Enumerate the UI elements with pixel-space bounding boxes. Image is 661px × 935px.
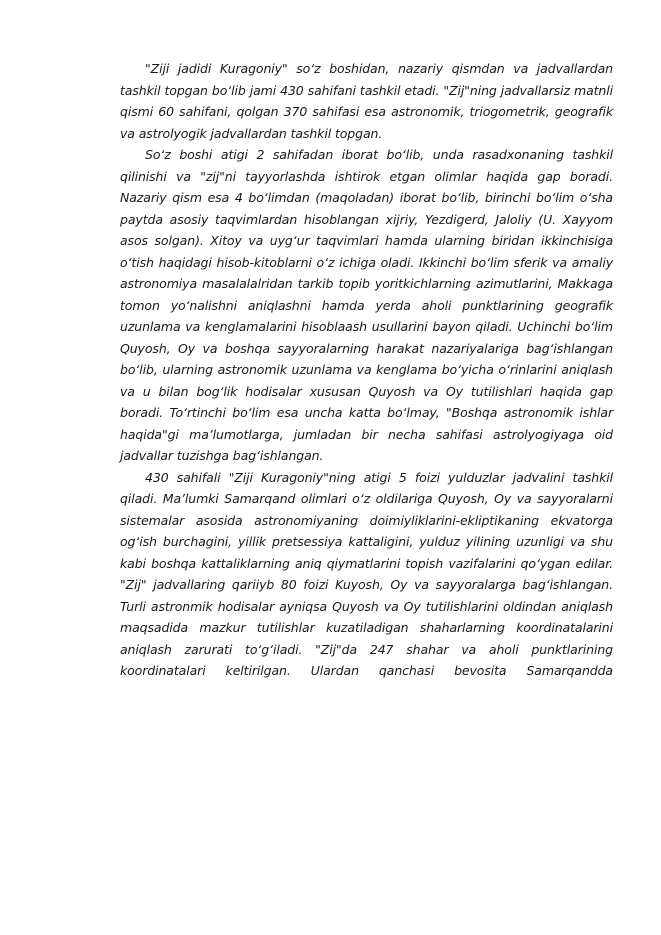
document-body (120, 58, 613, 682)
paragraph-1: "Ziji jadidi Kuragoniy" so‘z boshidan, nazariy qismdan va jadvallardan tashkil topgan bo‘lib jami 430 sahifani tashkil etadi. "Zij"ning jadvallarsiz matnli qismi 60 sahifani, qolgan 370 sahifasi esa astronomik, triogometrik, geografik va astrolyogik jadvallardan tashkil topgan. (120, 61, 613, 141)
paragraph-3: 430 sahifali "Ziji Kuragoniy"ning atigi 5 foizi yulduzlar jadvalini tashkil qiladi. Ma’lumki Samarqand olimlari o‘z oldilariga Quyosh, Oy va sayyoralarni sistemalar asosida astronomiyaning doimiyliklarini-ekliptikaning ekvatorga og‘ish burchagini, yillik pretsessiya kattaligini, yulduz yilining uzunligi va shu kabi boshqa kattaliklarning aniq qiymatlarini topish vazifalarini qo‘ygan edilar. "Zij" jadvallaring qariiyb 80 foizi Kuyosh, Oy va sayyoralarga bag‘ishlangan. Turli astronmik hodisalar ayniqsa Quyosh va Oy tutilishlarini oldindan aniqlash maqsadida mazkur tutilishlar kuzatiladigan shaharlarning koordinatalarini aniqlash zarurati to‘g‘iladi. "Zij"da 247 shahar va aholi punktlarining koordinatalari keltirilgan. Ulardan qanchasi bevosita Samarqandda (120, 469, 613, 678)
paragraph-2: So‘z boshi atigi 2 sahifadan iborat bo‘lib, unda rasadxonaning tashkil qilinishi va "zij"ni tayyorlashda ishtirok etgan olimlar haqida gap boradi. Nazariy qism esa 4 bo‘limdan (maqoladan) iborat bo‘lib, birinchi bo‘lim o‘sha paytda asosiy taqvimlardan hisoblangan xijriy, Yezdigerd, Jaloliy (U. Xayyom asos solgan). Xitoy va uyg‘ur taqvimlari hamda ularning biridan ikkinchisiga o‘tish haqidagi hisob-kitoblarni o‘z ichiga oladi. Ikkinchi bo‘lim sferik va amaliy astronomiya masalalalridan tarkib topib yoritkichlarning azimutlarini, Makkaga tomon yo‘nalishni aniqlashni hamda yerda aholi punktlarining geografik uzunlama va kenglamalarini hisoblaash usullarini bayon qiladi. Uchinchi bo‘lim Quyosh, Oy va boshqa sayyoralarning harakat nazariyalariga bag‘ishlangan bo‘lib, ularning astronomik uzunlama va kenglama bo‘yicha o‘rinlarini aniqlash va u bilan bog‘lik hodisalar xususan Quyosh va Oy tutilishlari haqida gap boradi. To‘rtinchi bo‘lim esa uncha katta bo‘lmay, "Boshqa astronomik ishlar haqida"gi ma’lumotlarga, jumladan bir necha sahifasi astrolyogiyaga oid jadvallar tuzishga bag‘ishlangan. (120, 147, 613, 463)
